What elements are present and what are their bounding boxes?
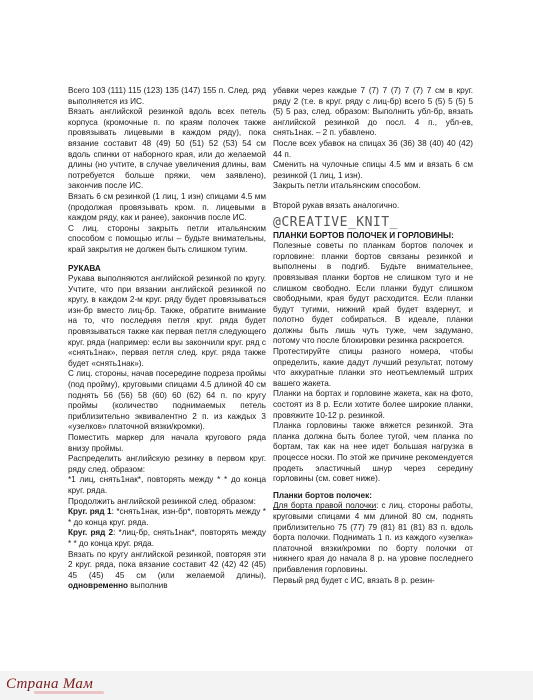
emphasis: одновременно <box>68 581 129 591</box>
right-front-label: Для борта правой полочки <box>273 501 377 511</box>
watermark-text: @CREATIVE_KNIT_ <box>273 214 398 230</box>
paragraph: С лиц. стороны закрыть петли итальянским способом с помощью иглы – будьте внимательны, край закрытия не должен быть слишком тугим. <box>68 223 266 254</box>
watermark <box>273 216 473 230</box>
round-1-row <box>68 507 266 528</box>
round-2-label: Круг. ряд 2 <box>68 528 114 538</box>
paragraph: Вязать английской резинкой вдоль всех петель корпуса (кромочные п. по краям полочек также провязывать лицевыми в каждом ряду), пока вязание составит 48 (49) 50 (51) 52 (53) 54 см вдоль спинки от наборного края, или до желаемой длины (но учтите, в случае увеличения длины, вам потребуется больше пряжи, чем заявлено), закончив после ИС. <box>68 107 266 191</box>
paragraph: Планки на бортах и горловине жакета, как на фото, состоят из 8 р. Если хотите более широкие планки, провяжите 10-12 р. резинкой. <box>273 389 473 420</box>
paragraph: Рукава выполняются английской резинкой по кругу. Учтите, что при вязании английской резинкой по кругу, в каждом 2-м круг. ряду будет провязываться изн-бр вместо лиц-бр. Также, обратите внимание на то, что последняя петля круг. ряда будет провязываться также как первая петля следующего круг. ряда (например: если вы закончили круг. ряд с «снять1нак», первая петля след. круг. ряда также будет «снять1нак»). <box>68 274 266 368</box>
round-1-text: : *снять1нак, изн-бр*, повторять между * * до конца круг. ряда. <box>68 507 266 527</box>
paragraph-text: Вязать по кругу английской резинкой, повторяя эти 2 круг. ряда, пока вязание составит 42 (42) 42 (45) 45 (45) 45 см (или желаемой длины), <box>68 549 266 580</box>
front-bands-heading: Планки бортов полочек: <box>273 490 372 500</box>
round-2-row <box>68 528 266 549</box>
paragraph: Распределить английскую резинку в первом круг. ряду след. образом: <box>68 454 266 474</box>
paragraph: Продолжить английской резинкой след. образом: <box>68 496 256 506</box>
paragraph-text: : с лиц. стороны работы, круговыми спицами 4 мм длиной 80 см, поднять приблизительно 75 (77) 79 (81) 81 (81) 83 п. вдоль борта полочки. Поднимать 1 п. из каждого «узелка» платочной вязки/кромки по борту полочки от нижнего края до начала 8 р. на уровне последнего прибавления горловины. <box>273 501 473 574</box>
paragraph: убавки через каждые 7 (7) 7 (7) 7 (7) 7 см в круг. ряду 2 (т.е. в круг. ряду с лиц-бр) всего 5 (5) 5 (5) 5 (5) 5 раз, след. образом: Выполнить убл-бр, вязать английской резинкой до посл. 4 п., убл-ев, снять1нак. – 2 п. убавлено. <box>273 86 473 138</box>
paragraph: *1 лиц, снять1нак*, повторять между * * до конца круг. ряда. <box>68 475 266 495</box>
paragraph: С лиц. стороны, начав посередине подреза проймы (под пройму), круговыми спицами 4.5 длиной 40 см поднять 56 (56) 58 (60) 60 (62) 64 п. по кругу проймы (количество поднимаемых петель приблизительно эквивалентно 2 п. из каждых 3 «узелков» платочной вязки/кромки). <box>68 369 266 432</box>
paragraph: Вязать 6 см резинкой (1 лиц, 1 изн) спицами 4.5 мм (продолжая провязывать кром. п. лицевыми в каждом ряду, как и ранее), закончив после ИС. <box>68 191 266 223</box>
round-2-text: : *лиц-бр, снять1нак*, повторять между * * до конца круг. ряда. <box>68 528 266 548</box>
sleeves-heading: РУКАВА <box>68 263 101 273</box>
paragraph: Закрыть петли итальянским способом. <box>273 181 421 191</box>
paragraph-text: выполнив <box>128 581 168 591</box>
round-1-label: Круг. ряд 1 <box>68 507 112 517</box>
paragraph: Планка горловины также вяжется резинкой. Эта планка должна быть более тугой, чем планка по бортам, так как на нее идет большая нагрузка в процессе носки. По этой же причине рекомендуется продеть эластичный шнур через середину горловины (см. совет ниже). <box>273 421 473 484</box>
paragraph: Второй рукав вязать аналогично. <box>273 200 400 210</box>
paragraph: Поместить маркер для начала кругового ряда внизу проймы. <box>68 433 266 453</box>
paragraph: Сменить на чулочные спицы 4.5 мм и вязать 6 см резинкой (1 лиц, 1 изн). <box>273 160 473 180</box>
paragraph: Полезные советы по планкам бортов полочек и горловине: планки бортов связаны резинкой и выполнены в подгиб. Будьте внимательнее, провязывая планки бортов не слишком туго и не слишком свободно. Если планки будут слишком свободными, края будут расходится. Если планки будут тугими, нижний край будет вздернут, и полотно будет собираться. В идеале, планки должны быть лишь чуть туже, чем задумано, потому что после блокировки резинка раскроется. <box>273 241 473 346</box>
paragraph <box>273 501 473 575</box>
site-logo[interactable]: Страна Мам <box>6 676 94 692</box>
paragraph: Первый ряд будет с ИС, вязать 8 р. резин- <box>273 575 435 585</box>
left-column <box>68 86 266 592</box>
right-column <box>273 86 473 586</box>
paragraph: Всего 103 (111) 115 (123) 135 (147) 155 п. След. ряд выполняется из ИС. <box>68 86 266 106</box>
paragraph <box>68 550 266 592</box>
bands-heading: ПЛАНКИ БОРТОВ ПОЛОЧЕК И ГОРЛОВИНЫ: <box>273 230 454 240</box>
paragraph: После всех убавок на спицах 36 (36) 38 (40) 40 (42) 44 п. <box>273 138 473 159</box>
paragraph: Протестируйте спицы разного номера, чтобы определить, какие дадут лучший результат, потому что аккуратные планки это неотъемлемый штрих вашего жакета. <box>273 347 473 388</box>
